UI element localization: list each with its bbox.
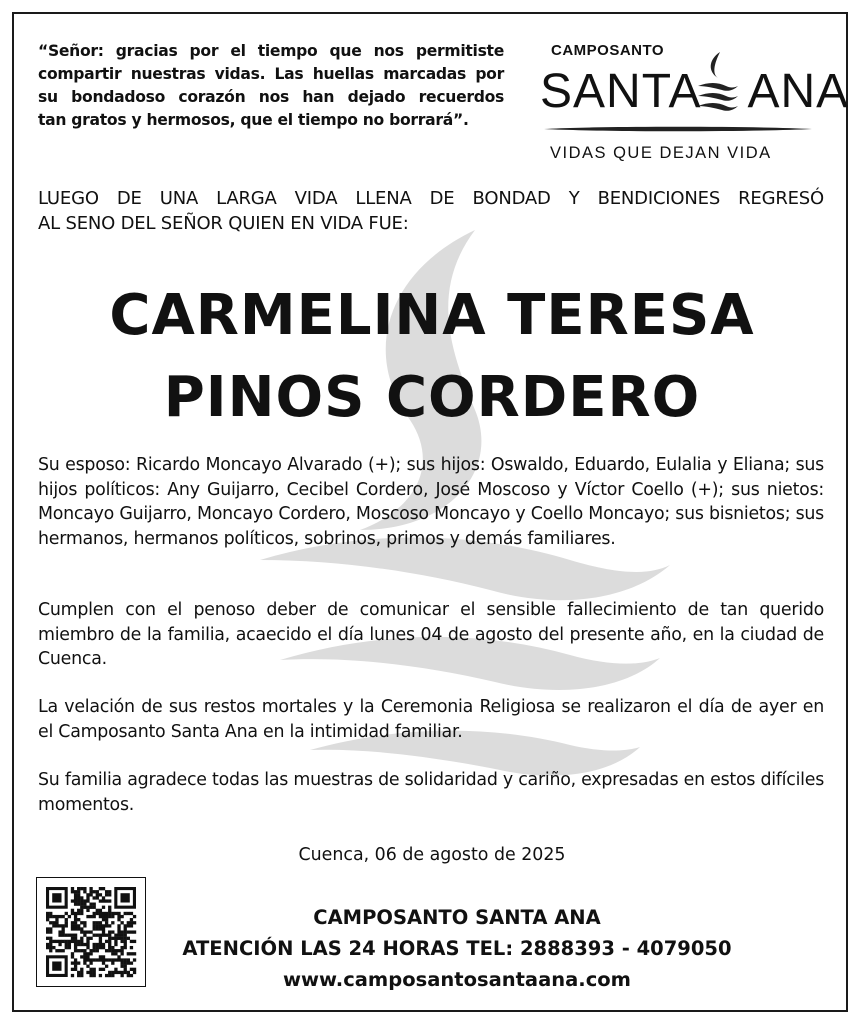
deceased-name-line-2: PINOS CORDERO bbox=[163, 365, 701, 430]
logo-word-right: ANA bbox=[747, 65, 850, 118]
intro-line: AL SENO DEL SEÑOR QUIEN EN VIDA FUE: bbox=[38, 213, 409, 234]
footer-company: CAMPOSANTO SANTA ANA bbox=[313, 906, 601, 929]
family-paragraph: Su esposo: Ricardo Moncayo Alvarado (+); sus hijos: Oswaldo, Eduardo, Eulalia y Eliana; sus hijos políticos: Any Guijarro, Cecibel Cordero, José Moscoso y Víctor Coello (+); sus nietos: Moncayo Guijarro, Moncayo Cordero, Moscoso Moncayo y Coello Moncayo; sus bisnietos; sus hermanos, hermanos políticos, sobrinos, primos y demás familiares. bbox=[38, 455, 824, 549]
logo-top-text: CAMPOSANTO bbox=[551, 42, 665, 59]
logo-word-left: SANTA bbox=[540, 65, 702, 118]
logo-underline bbox=[544, 126, 812, 132]
quote-line: tan gratos y hermosos, que el tiempo no borrará”. bbox=[38, 111, 469, 129]
deceased-name-line-1: CARMELINA TERESA bbox=[109, 283, 755, 348]
quote-line: su bondadoso corazón nos han dejado recuerdos bbox=[38, 88, 504, 106]
announcement-paragraph: Cumplen con el penoso deber de comunicar el sensible fallecimiento de tan querido miembro de la familia, acaecido el día lunes 04 de agosto del presente año, en la ciudad de Cuenca. bbox=[38, 600, 824, 669]
gratitude-paragraph: Su familia agradece todas las muestras de solidaridad y cariño, expresadas en estos difíciles momentos. bbox=[38, 770, 824, 815]
camposanto-logo bbox=[530, 40, 850, 170]
footer-website[interactable]: www.camposantosantaana.com bbox=[283, 968, 631, 991]
logo-slogan: VIDAS QUE DEJAN VIDA bbox=[550, 144, 772, 162]
intro-text bbox=[38, 186, 824, 236]
qr-code[interactable] bbox=[36, 877, 146, 987]
quote-line: “Señor: gracias por el tiempo que nos permitiste bbox=[38, 42, 504, 60]
flame-wave-icon bbox=[694, 50, 740, 112]
intro-line: LUEGO DE UNA LARGA VIDA LLENA DE BONDAD Y BENDICIONES REGRESÓ bbox=[38, 188, 824, 209]
quote-line: compartir nuestras vidas. Las huellas marcadas por bbox=[38, 65, 504, 83]
ceremony-paragraph: La velación de sus restos mortales y la Ceremonia Religiosa se realizaron el día de ayer en el Camposanto Santa Ana en la intimidad familiar. bbox=[38, 697, 824, 742]
footer-phone: ATENCIÓN LAS 24 HORAS TEL: 2888393 - 4079050 bbox=[182, 937, 732, 960]
quote-block bbox=[38, 40, 504, 132]
date-line: Cuenca, 06 de agosto de 2025 bbox=[298, 845, 566, 865]
